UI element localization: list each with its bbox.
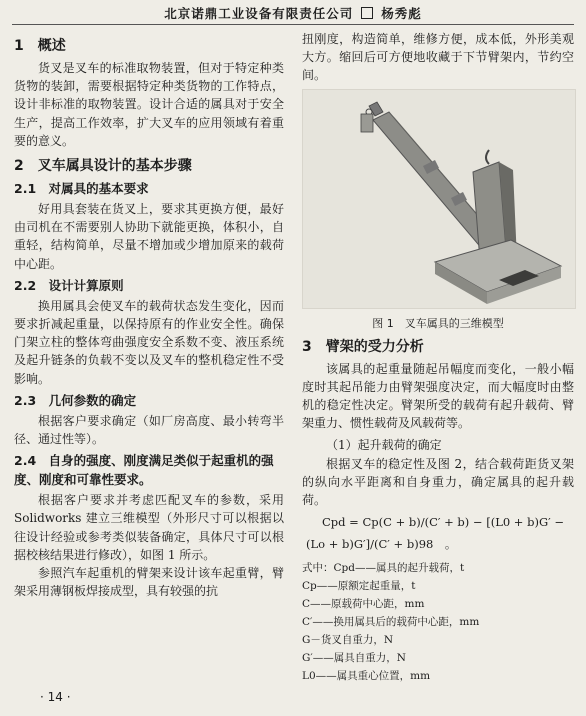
formula-line-1: Cpd = Cp(C + b)/(C′ + b) − [(L0 + b)G′ − [322, 515, 565, 530]
running-header [0, 4, 586, 22]
header-author: 杨秀彪 [381, 6, 422, 21]
section-3-heading: 3 臂架的受力分析 [302, 338, 424, 355]
section-2-4-paragraph-2: 参照汽车起重机的臂架来设计该车起重臂，臂架采用薄钢板焊接成型，具有较强的抗 [14, 566, 284, 599]
legend-line: C——原载荷中心距，mm [302, 598, 425, 611]
section-2-3-heading: 2.3 几何参数的确定 [14, 392, 137, 408]
legend-line: G－货叉自重力，N [302, 634, 394, 647]
section-2-3-paragraph: 根据客户要求确定（如厂房高度、最小转弯半径、通过性等）。 [14, 413, 284, 447]
header-separator-box-icon [361, 7, 373, 19]
formula-legend [302, 559, 574, 685]
section-2-1-heading: 2.1 对属具的基本要求 [14, 181, 149, 197]
page-number: · 14 · [40, 690, 71, 704]
section-3-1-paragraph: 根据叉车的稳定性及图 2，结合载荷距货叉架的纵向水平距离和自身重力，确定属具的起升载荷。 [302, 456, 574, 508]
section-2-4-heading: 2.4 自身的强度、刚度满足类似于起重机的强度、刚度和可靠性要求。 [14, 453, 274, 488]
continued-paragraph: 扭刚度，构造简单，维修方便，成本低，外形美观大方。缩回后可方便地收藏于下节臂架内，节约空间。 [302, 32, 574, 83]
crane-attachment-3d-model-icon [303, 90, 575, 308]
header-rule [12, 24, 574, 25]
legend-line: L0——属具重心位置，mm [302, 670, 431, 683]
right-column [302, 30, 574, 685]
section-3-1-heading: （1）起升载荷的确定 [326, 438, 442, 453]
section-2-1-paragraph: 好用具套装在货叉上，要求其更换方便，最好由司机在不需要别人协助下就能更换，体积小，自重轻，结构简单，尽量不增加或少增加原来的载荷中心距。 [14, 202, 284, 271]
header-company: 北京诺鼎工业设备有限责任公司 [164, 6, 354, 21]
figure-1 [302, 89, 576, 309]
formula-line-2: (Lo + b)G′]/(C′ + b)98 。 [306, 537, 457, 552]
section-1-paragraph: 货叉是叉车的标准取物装置，但对于特定种类货物的装卸，需要根据特定种类货物的工作特点，设计非标准的取物装置。设计合适的属具对于安全生产，提高工作效率，扩大叉车的应用领域有着重要的意义。 [14, 61, 284, 148]
section-2-heading: 2 叉车属具设计的基本步骤 [14, 158, 192, 175]
left-column [14, 30, 284, 600]
legend-line: Cp——原额定起重量，t [302, 580, 416, 593]
legend-line: G′——属具自重力，N [302, 652, 406, 665]
section-1-heading: 1 概述 [14, 38, 66, 54]
section-2-4-paragraph-1: 根据客户要求并考虑匹配叉车的参数，采用 Solidworks 建立三维模型（外形尺寸可以根据以往设计经验或参考类似装备确定，具体尺寸可以根据校核结果进行修改），如图 1 所示。 [14, 493, 284, 562]
section-3-paragraph: 该属具的起重量随起吊幅度而变化，一般小幅度时其起吊能力由臂架强度决定，而大幅度时由整机的稳定性决定。臂架所受的载荷有起升载荷、臂架重力、惯性载荷及风载荷等。 [302, 361, 574, 431]
figure-1-caption: 图 1 叉车属具的三维模型 [372, 316, 504, 330]
section-2-2-paragraph: 换用属具会使叉车的载荷状态发生变化，因而要求折减起重量，以保持原有的作业安全性。确保门架立柱的整体弯曲强度安全系数不变、液压系统及起升链条的负载不变以及叉车的整机稳定性不受影响。 [14, 298, 284, 386]
legend-line: 式中：Cpd——属具的起升载荷，t [302, 562, 465, 575]
section-2-2-heading: 2.2 设计计算原则 [14, 277, 124, 293]
legend-line: C′——换用属具后的载荷中心距，mm [302, 616, 480, 629]
